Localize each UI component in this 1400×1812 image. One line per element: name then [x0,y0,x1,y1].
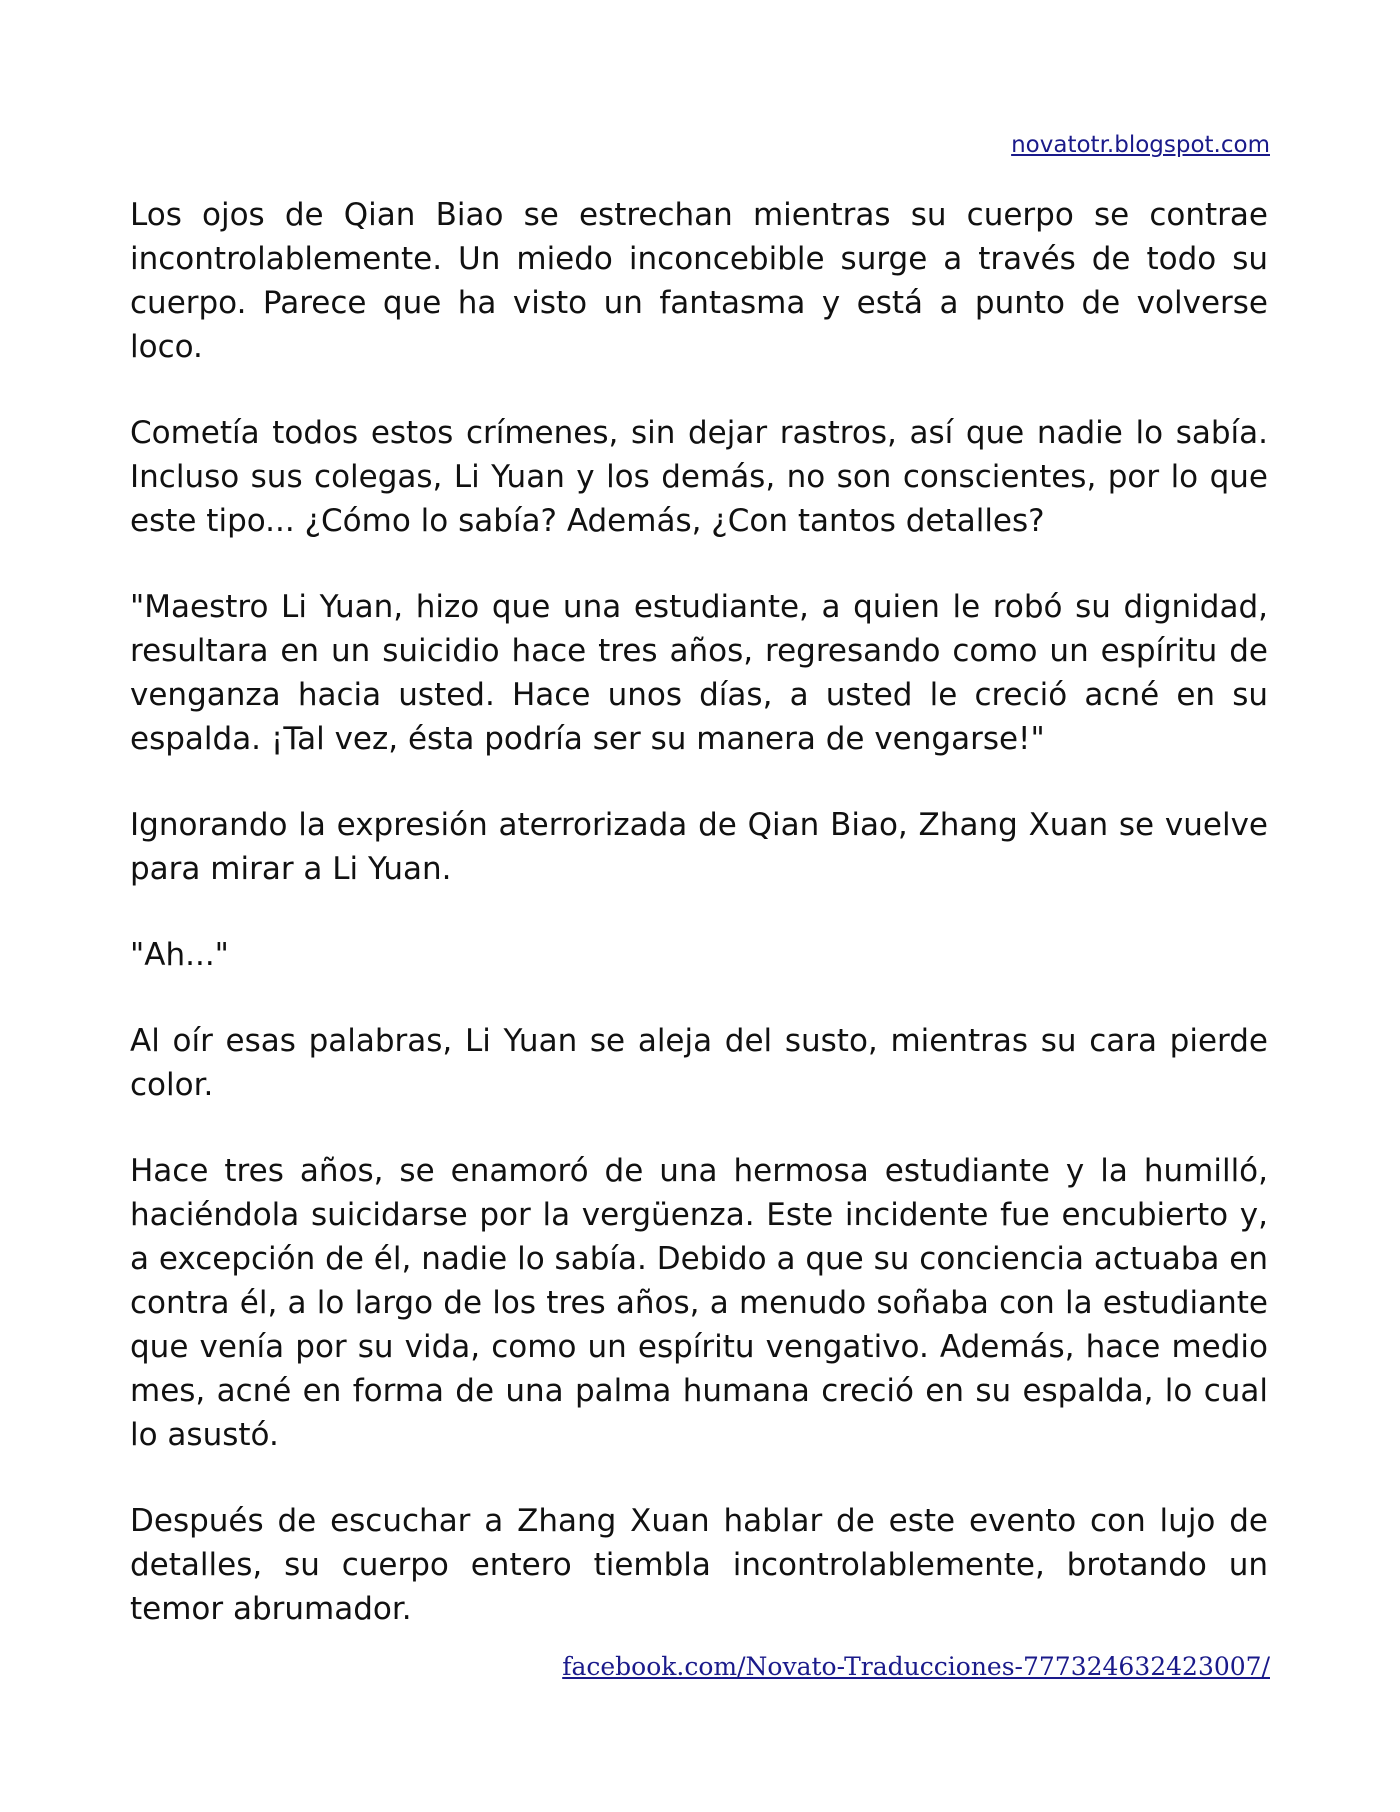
document-body [130,193,1268,1673]
paragraph: "Ah..." [130,937,229,973]
facebook-link[interactable]: facebook.com/Novato-Traducciones-777324632423007/ [562,1652,1270,1681]
blog-link[interactable]: novatotr.blogspot.com [1011,132,1270,158]
paragraph: Hace tres años, se enamoró de una hermosa estudiante y la humilló, haciéndola suicidarse por la vergüenza. Este incidente fue encubierto y, a excepción de él, nadie lo sabía. Debido a que su conciencia actuaba en contra él, a lo largo de los tres años, a menudo soñaba con la estudiante que venía por su vida, como un espíritu vengativo. Además, hace medio mes, acné en forma de una palma humana creció en su espalda, lo cual lo asustó. [130,1153,1268,1453]
paragraph: Ignorando la expresión aterrorizada de Qian Biao, Zhang Xuan se vuelve para mirar a Li Yuan. [130,807,1268,887]
paragraph: Los ojos de Qian Biao se estrechan mientras su cuerpo se contrae incontrolablemente. Un miedo inconcebible surge a través de todo su cuerpo. Parece que ha visto un fantasma y está a punto de volverse loco. [130,197,1268,365]
paragraph: Cometía todos estos crímenes, sin dejar rastros, así que nadie lo sabía. Incluso sus colegas, Li Yuan y los demás, no son conscientes, por lo que este tipo... ¿Cómo lo sabía? Además, ¿Con tantos detalles? [130,415,1268,539]
paragraph: Después de escuchar a Zhang Xuan hablar de este evento con lujo de detalles, su cuerpo entero tiembla incontrolablemente, brotando un temor abrumador. [130,1503,1268,1627]
paragraph: "Maestro Li Yuan, hizo que una estudiante, a quien le robó su dignidad, resultara en un suicidio hace tres años, regresando como un espíritu de venganza hacia usted. Hace unos días, a usted le creció acné en su espalda. ¡Tal vez, ésta podría ser su manera de vengarse!" [130,589,1268,757]
paragraph: Al oír esas palabras, Li Yuan se aleja del susto, mientras su cara pierde color. [130,1023,1268,1103]
